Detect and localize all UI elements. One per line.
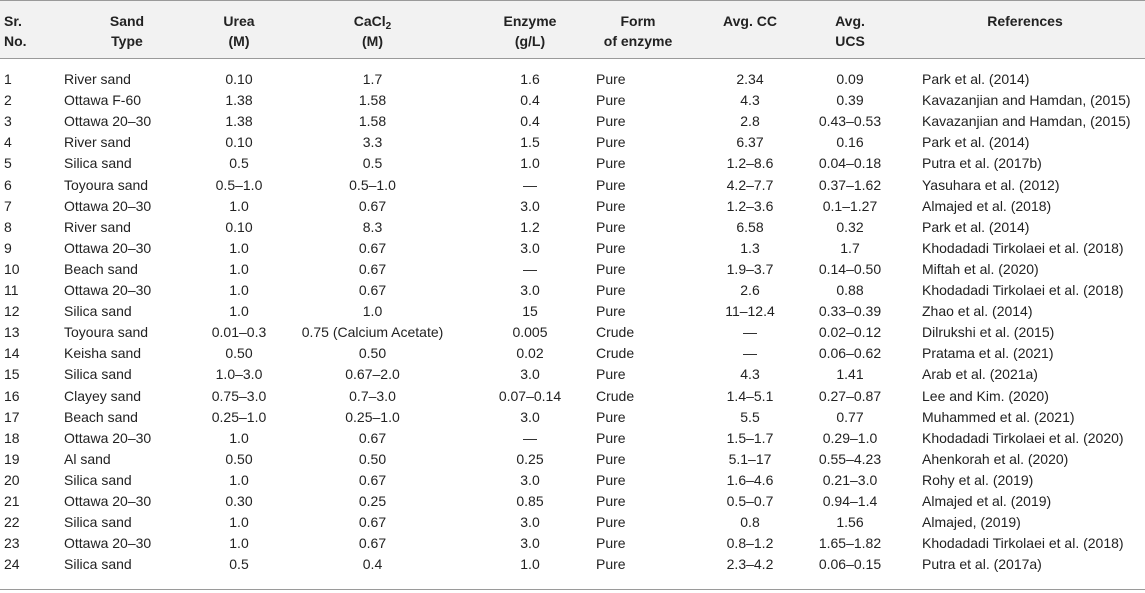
cell-avg-cc: 6.58 — [736, 218, 764, 235]
cell-cacl2: 0.67 — [358, 282, 387, 298]
cell-reference: Park et al. (2014) — [922, 218, 1030, 235]
cell-sr-no: 21 — [4, 493, 20, 509]
cell-sr-no: 15 — [4, 366, 20, 383]
cell-sr-no: 2 — [4, 92, 12, 109]
cell-sr-no: 17 — [4, 408, 20, 425]
cell-avg-ucs: 0.55–4.23 — [818, 450, 882, 467]
table-row — [0, 280, 1145, 301]
cell-sand-type: River sand — [64, 134, 131, 151]
cell-avg-ucs: 0.43–0.53 — [818, 113, 882, 130]
cell-avg-ucs: 0.21–3.0 — [822, 471, 878, 488]
cell-form: Crude — [596, 324, 635, 341]
cell-enzyme: 0.005 — [512, 324, 548, 341]
cell-form: Pure — [596, 514, 626, 531]
bottom-rule — [0, 589, 1145, 590]
cell-reference: Rohy et al. (2019) — [922, 471, 1034, 488]
cell-enzyme: 15 — [522, 303, 538, 320]
cell-avg-cc: 1.5–1.7 — [726, 429, 774, 446]
cell-sand-type: Toyoura sand — [64, 176, 149, 193]
cell-sr-no: 4 — [4, 134, 12, 151]
cell-enzyme: 1.0 — [520, 556, 540, 573]
cell-cacl2: 0.67–2.0 — [345, 366, 400, 383]
cell-form: Pure — [596, 218, 626, 235]
cell-reference: Putra et al. (2017a) — [922, 556, 1042, 573]
cell-enzyme: 1.6 — [520, 71, 540, 87]
cell-avg-ucs: 0.27–0.87 — [818, 387, 882, 404]
cell-sand-type: Silica sand — [64, 471, 132, 488]
cell-sand-type: Silica sand — [64, 556, 132, 573]
table-row — [0, 364, 1145, 385]
header-cacl2: CaCl$_2$ (M) — [353, 13, 392, 49]
cell-cacl2: 1.7 — [362, 71, 383, 87]
cell-reference: Almajed et al. (2018) — [922, 197, 1052, 214]
cell-sr-no: 1 — [4, 71, 12, 87]
cell-sand-type: Ottawa 20–30 — [64, 197, 152, 214]
cell-cacl2: 0.7–3.0 — [349, 387, 396, 404]
cell-cacl2: 8.3 — [362, 218, 383, 235]
table-row — [0, 259, 1145, 280]
cell-cacl2: 1.58 — [358, 113, 387, 130]
cell-enzyme: — — [523, 260, 537, 277]
cell-reference: Pratama et al. (2021) — [922, 345, 1054, 362]
cell-avg-cc: 11–12.4 — [725, 303, 775, 320]
cell-sr-no: 8 — [4, 218, 12, 235]
header-avg-cc: Avg. CC — [723, 13, 777, 29]
cell-form: Pure — [596, 303, 626, 320]
cell-urea: 0.5 — [229, 556, 249, 573]
cell-avg-ucs: 0.14–0.50 — [818, 260, 882, 277]
table-row — [0, 153, 1145, 174]
cell-urea: 1.0 — [229, 239, 249, 256]
cell-sand-type: River sand — [64, 71, 131, 87]
cell-sr-no: 13 — [4, 324, 20, 341]
cell-sr-no: 22 — [4, 514, 20, 531]
cell-urea: 1.0 — [229, 514, 249, 531]
cell-cacl2: 0.67 — [358, 260, 387, 277]
cell-enzyme: — — [523, 176, 537, 193]
cell-avg-ucs: 0.06–0.15 — [818, 556, 882, 573]
table-row — [0, 90, 1145, 111]
cell-enzyme: 1.2 — [520, 218, 540, 235]
cell-enzyme: 3.0 — [520, 408, 540, 425]
header-form: Form of enzyme — [603, 13, 673, 49]
cell-form: Pure — [596, 260, 626, 277]
cell-reference: Park et al. (2014) — [922, 134, 1030, 151]
cell-form: Pure — [596, 92, 626, 109]
cell-avg-cc: 2.34 — [736, 71, 764, 87]
table-row — [0, 175, 1145, 196]
cell-form: Pure — [596, 176, 626, 193]
cell-avg-cc: 1.4–5.1 — [726, 387, 774, 404]
cell-cacl2: 1.0 — [362, 303, 383, 320]
table-row — [0, 132, 1145, 153]
cell-urea: 0.75–3.0 — [211, 387, 267, 404]
cell-avg-ucs: 0.29–1.0 — [822, 429, 878, 446]
cell-avg-ucs: 0.04–0.18 — [818, 155, 882, 172]
cell-enzyme: 3.0 — [520, 471, 540, 488]
cell-sand-type: Beach sand — [64, 408, 138, 425]
cell-avg-cc: 4.2–7.7 — [726, 176, 774, 193]
cell-sand-type: Silica sand — [64, 514, 132, 531]
cell-avg-cc: 1.9–3.7 — [726, 260, 774, 277]
table-row — [0, 322, 1145, 343]
cell-cacl2: 0.25–1.0 — [345, 408, 400, 425]
cell-avg-cc: 2.8 — [740, 113, 760, 130]
header-references: References — [987, 13, 1063, 29]
cell-avg-ucs: 1.56 — [836, 514, 864, 531]
header-enzyme: Enzyme (g/L) — [503, 13, 557, 49]
cell-cacl2: 0.4 — [362, 556, 383, 573]
cell-urea: 1.0 — [229, 260, 249, 277]
table-row — [0, 386, 1145, 407]
cell-cacl2: 0.67 — [358, 471, 387, 488]
cell-avg-cc: 2.3–4.2 — [726, 556, 774, 573]
cell-reference: Almajed, (2019) — [922, 514, 1021, 531]
cell-avg-ucs: 0.02–0.12 — [818, 324, 882, 341]
cell-enzyme: 3.0 — [520, 282, 540, 298]
cell-avg-ucs: 0.39 — [836, 92, 864, 109]
header-sand-type: Sand Type — [109, 13, 145, 49]
cell-sand-type: Ottawa 20–30 — [64, 239, 152, 256]
cell-reference: Lee and Kim. (2020) — [922, 387, 1049, 404]
cell-sr-no: 24 — [4, 556, 20, 573]
cell-form: Pure — [596, 535, 626, 552]
cell-sr-no: 3 — [4, 113, 12, 130]
cell-sr-no: 19 — [4, 450, 20, 467]
cell-avg-cc: 1.3 — [740, 239, 760, 256]
cell-enzyme: 1.0 — [520, 155, 540, 172]
cell-avg-ucs: 0.33–0.39 — [818, 303, 882, 320]
cell-enzyme: 0.4 — [520, 113, 540, 130]
cell-avg-ucs: 0.06–0.62 — [818, 345, 882, 362]
cell-cacl2: 0.67 — [358, 197, 387, 214]
cell-form: Pure — [596, 493, 626, 509]
cell-sr-no: 11 — [4, 282, 19, 298]
cell-sr-no: 12 — [4, 303, 20, 320]
table-row — [0, 301, 1145, 322]
cell-sr-no: 6 — [4, 176, 12, 193]
cell-reference: Putra et al. (2017b) — [922, 155, 1042, 172]
cell-enzyme: 0.02 — [516, 345, 544, 362]
cell-cacl2: 0.5–1.0 — [349, 176, 396, 193]
cell-avg-cc: 5.5 — [740, 408, 760, 425]
table-row — [0, 554, 1145, 575]
cell-enzyme: 1.5 — [520, 134, 540, 151]
cell-form: Pure — [596, 408, 626, 425]
table-row — [0, 343, 1145, 364]
cell-avg-cc: 2.6 — [740, 282, 760, 298]
table-row — [0, 238, 1145, 259]
cell-sand-type: Ottawa 20–30 — [64, 493, 152, 509]
cell-urea: 0.25–1.0 — [211, 408, 267, 425]
cell-avg-cc: 1.6–4.6 — [726, 471, 774, 488]
cell-sand-type: Toyoura sand — [64, 324, 149, 341]
cell-enzyme: 3.0 — [520, 366, 540, 383]
cell-form: Pure — [596, 71, 626, 87]
cell-sr-no: 9 — [4, 239, 12, 256]
table-row — [0, 533, 1145, 554]
table-row — [0, 449, 1145, 470]
cell-urea: 0.5–1.0 — [215, 176, 263, 193]
table-row — [0, 217, 1145, 238]
cell-urea: 0.50 — [225, 345, 253, 362]
cell-reference: Kavazanjian and Hamdan, (2015) — [922, 113, 1131, 130]
cell-urea: 1.0 — [229, 282, 249, 298]
cell-form: Pure — [596, 239, 626, 256]
cell-form: Crude — [596, 345, 635, 362]
table-row — [0, 196, 1145, 217]
cell-avg-cc: 0.8–1.2 — [726, 535, 774, 552]
table-row — [0, 69, 1145, 90]
cell-avg-ucs: 1.7 — [840, 239, 860, 256]
cell-avg-cc: 1.2–3.6 — [726, 197, 774, 214]
table-row — [0, 428, 1145, 449]
table-row — [0, 407, 1145, 428]
table-row — [0, 491, 1145, 512]
cell-sr-no: 20 — [4, 471, 20, 488]
cell-reference: Yasuhara et al. (2012) — [922, 176, 1060, 193]
cell-sand-type: Beach sand — [64, 260, 138, 277]
cell-avg-ucs: 1.65–1.82 — [818, 535, 882, 552]
cell-urea: 1.0 — [229, 429, 249, 446]
cell-urea: 1.0 — [229, 535, 249, 552]
cell-avg-ucs: 1.41 — [836, 366, 864, 383]
cell-cacl2: 0.75 (Calcium Acetate) — [301, 324, 444, 341]
cell-cacl2: 0.50 — [358, 345, 387, 362]
cell-avg-ucs: 0.37–1.62 — [818, 176, 882, 193]
cell-sand-type: Ottawa 20–30 — [64, 535, 152, 552]
cell-enzyme: 3.0 — [520, 197, 540, 214]
cell-sand-type: Silica sand — [64, 366, 132, 383]
cell-urea: 1.0 — [229, 197, 249, 214]
cell-enzyme: 0.85 — [516, 493, 544, 509]
cell-form: Crude — [596, 387, 635, 404]
cell-urea: 0.10 — [225, 218, 253, 235]
header-avg-ucs: Avg. UCS — [835, 13, 865, 49]
cell-urea: 0.10 — [225, 71, 253, 87]
cell-avg-ucs: 0.1–1.27 — [822, 197, 878, 214]
cell-sand-type: Silica sand — [64, 155, 132, 172]
cell-sr-no: 7 — [4, 197, 12, 214]
cell-form: Pure — [596, 450, 626, 467]
cell-sand-type: Ottawa 20–30 — [64, 113, 152, 130]
cell-avg-cc: 0.8 — [740, 514, 760, 531]
table-row — [0, 512, 1145, 533]
cell-sr-no: 10 — [4, 260, 20, 277]
cell-reference: Ahenkorah et al. (2020) — [922, 450, 1069, 467]
cell-form: Pure — [596, 429, 626, 446]
cell-sand-type: Ottawa 20–30 — [64, 282, 152, 298]
cell-reference: Muhammed et al. (2021) — [922, 408, 1075, 425]
cell-form: Pure — [596, 471, 626, 488]
cell-cacl2: 0.67 — [358, 535, 387, 552]
cell-reference: Khodadadi Tirkolaei et al. (2020) — [922, 429, 1124, 446]
cell-reference: Kavazanjian and Hamdan, (2015) — [922, 92, 1131, 109]
cell-enzyme: 0.25 — [516, 450, 544, 467]
cell-sr-no: 14 — [4, 345, 20, 362]
cell-sand-type: Ottawa 20–30 — [64, 429, 152, 446]
cell-avg-cc: 0.5–0.7 — [726, 493, 774, 509]
cell-form: Pure — [596, 282, 626, 298]
cell-sand-type: Clayey sand — [64, 387, 142, 404]
cell-avg-cc: 5.1–17 — [728, 450, 772, 467]
table-row — [0, 470, 1145, 491]
cell-reference: Khodadadi Tirkolaei et al. (2018) — [922, 282, 1124, 298]
cell-form: Pure — [596, 197, 626, 214]
cell-cacl2: 0.25 — [358, 493, 387, 509]
cell-cacl2: 0.5 — [362, 155, 383, 172]
cell-avg-ucs: 0.77 — [836, 408, 864, 425]
header-urea: Urea (M) — [223, 13, 255, 49]
cell-form: Pure — [596, 155, 626, 172]
cell-urea: 0.01–0.3 — [211, 324, 267, 341]
cell-cacl2: 3.3 — [362, 134, 383, 151]
cell-enzyme: 3.0 — [520, 535, 540, 552]
cell-enzyme: 0.4 — [520, 92, 540, 109]
cell-sand-type: Silica sand — [64, 303, 132, 320]
cell-sr-no: 23 — [4, 535, 20, 552]
cell-reference: Almajed et al. (2019) — [922, 493, 1052, 509]
cell-urea: 1.0 — [229, 471, 249, 488]
cell-avg-ucs: 0.16 — [836, 134, 864, 151]
cell-reference: Park et al. (2014) — [922, 71, 1030, 87]
header-sr-no: Sr. No. — [4, 13, 27, 49]
cell-avg-cc: 4.3 — [740, 366, 760, 383]
cell-avg-ucs: 0.94–1.4 — [822, 493, 878, 509]
cell-form: Pure — [596, 366, 626, 383]
cell-reference: Dilrukshi et al. (2015) — [922, 324, 1055, 341]
cell-cacl2: 0.67 — [358, 429, 387, 446]
cell-urea: 0.30 — [225, 493, 253, 509]
table-header — [0, 0, 1145, 59]
cell-reference: Miftah et al. (2020) — [922, 260, 1039, 277]
cell-sr-no: 18 — [4, 429, 20, 446]
cell-cacl2: 1.58 — [358, 92, 387, 109]
cell-enzyme: 3.0 — [520, 514, 540, 531]
cell-urea: 1.0–3.0 — [215, 366, 263, 383]
cell-sr-no: 5 — [4, 155, 12, 172]
cell-enzyme: 3.0 — [520, 239, 540, 256]
table-row — [0, 111, 1145, 132]
cell-sand-type: Ottawa F-60 — [64, 92, 142, 109]
cell-form: Pure — [596, 134, 626, 151]
cell-avg-ucs: 0.88 — [836, 282, 864, 298]
cell-reference: Arab et al. (2021a) — [922, 366, 1038, 383]
cell-sand-type: Al sand — [64, 450, 111, 467]
cell-sand-type: River sand — [64, 218, 131, 235]
cell-avg-cc: — — [743, 345, 757, 362]
cell-avg-ucs: 0.32 — [836, 218, 864, 235]
cell-sand-type: Keisha sand — [64, 345, 142, 362]
cell-avg-cc: — — [743, 324, 757, 341]
cell-urea: 1.38 — [225, 113, 253, 130]
cell-cacl2: 0.67 — [358, 514, 387, 531]
cell-enzyme: — — [523, 429, 537, 446]
cell-enzyme: 0.07–0.14 — [498, 387, 562, 404]
cell-avg-cc: 1.2–8.6 — [726, 155, 774, 172]
cell-reference: Khodadadi Tirkolaei et al. (2018) — [922, 535, 1124, 552]
cell-urea: 0.10 — [225, 134, 253, 151]
cell-avg-cc: 4.3 — [740, 92, 760, 109]
cell-urea: 1.38 — [225, 92, 253, 109]
cell-sr-no: 16 — [4, 387, 20, 404]
cell-form: Pure — [596, 556, 626, 573]
cell-reference: Khodadadi Tirkolaei et al. (2018) — [922, 239, 1124, 256]
cell-urea: 0.50 — [225, 450, 253, 467]
cell-cacl2: 0.50 — [358, 450, 387, 467]
cell-reference: Zhao et al. (2014) — [922, 303, 1033, 320]
cell-urea: 0.5 — [229, 155, 249, 172]
cell-avg-cc: 6.37 — [736, 134, 764, 151]
cell-urea: 1.0 — [229, 303, 249, 320]
cell-avg-ucs: 0.09 — [836, 71, 864, 87]
cell-cacl2: 0.67 — [358, 239, 387, 256]
cell-form: Pure — [596, 113, 626, 130]
